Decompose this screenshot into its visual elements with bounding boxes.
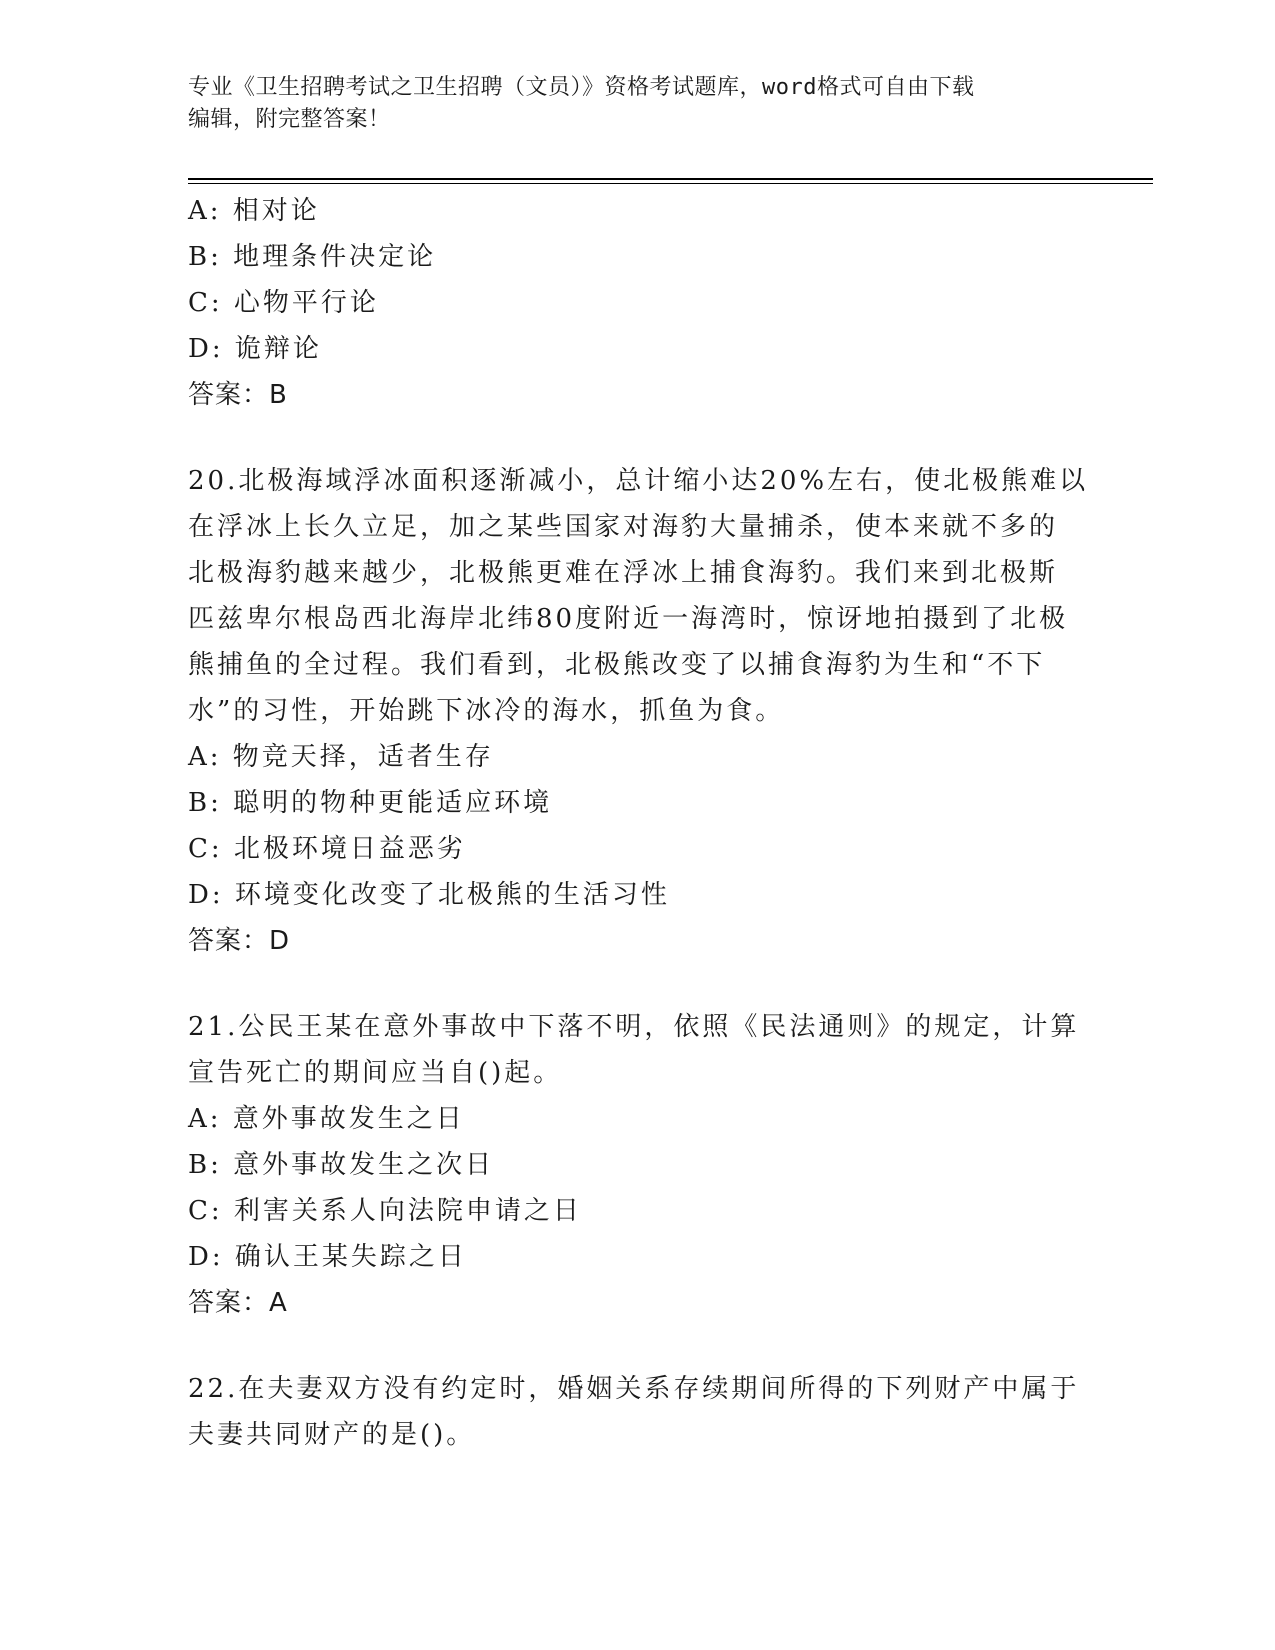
- document-header: [188, 72, 1088, 136]
- option-c: C: 利害关系人向法院申请之日: [188, 1196, 582, 1226]
- option-d: D: 确认王某失踪之日: [188, 1242, 467, 1272]
- option-d: D: 诡辩论: [188, 334, 322, 364]
- question-text-line: 在浮冰上长久立足，加之某些国家对海豹大量捕杀，使本来就不多的: [188, 512, 1059, 542]
- question-text-line: 21.公民王某在意外事故中下落不明，依照《民法通则》的规定，计算: [188, 1012, 1080, 1042]
- option-d: D: 环境变化改变了北极熊的生活习性: [188, 880, 670, 910]
- question-gap: [188, 418, 1088, 458]
- question-gap: [188, 964, 1088, 1004]
- header-divider: [188, 178, 1153, 180]
- header-line-2: 编辑，附完整答案！: [188, 107, 391, 132]
- answer-line: 答案：D: [188, 926, 291, 956]
- option-a: A: 意外事故发生之日: [188, 1104, 465, 1134]
- option-c: C: 心物平行论: [188, 288, 379, 318]
- option-b: B: 聪明的物种更能适应环境: [188, 788, 553, 818]
- question-22: [188, 1366, 1088, 1458]
- question-text-line: 匹兹卑尔根岛西北海岸北纬80度附近一海湾时，惊讶地拍摄到了北极: [188, 604, 1069, 634]
- question-content: [188, 188, 1088, 1458]
- question-text-line: 水”的习性，开始跳下冰冷的海水，抓鱼为食。: [188, 696, 785, 726]
- question-text-line: 20.北极海域浮冰面积逐渐减小，总计缩小达20%左右，使北极熊难以: [188, 466, 1089, 496]
- option-a: A: 物竞天择，适者生存: [188, 742, 494, 772]
- question-21: [188, 1004, 1088, 1326]
- answer-line: 答案：A: [188, 1288, 288, 1318]
- question-text-line: 北极海豹越来越少，北极熊更难在浮冰上捕食海豹。我们来到北极斯: [188, 558, 1059, 588]
- answer-line: 答案：B: [188, 380, 288, 410]
- header-divider-thin: [188, 183, 1153, 184]
- option-a: A: 相对论: [188, 196, 320, 226]
- question-text-line: 22.在夫妻双方没有约定时，婚姻关系存续期间所得的下列财产中属于: [188, 1374, 1080, 1404]
- question-20: [188, 458, 1088, 964]
- option-b: B: 地理条件决定论: [188, 242, 437, 272]
- question-19: [188, 188, 1088, 418]
- question-text-line: 夫妻共同财产的是()。: [188, 1420, 476, 1450]
- option-c: C: 北极环境日益恶劣: [188, 834, 466, 864]
- question-text-line: 熊捕鱼的全过程。我们看到，北极熊改变了以捕食海豹为生和“不下: [188, 650, 1046, 680]
- question-text-line: 宣告死亡的期间应当自()起。: [188, 1058, 563, 1088]
- header-line-1: 专业《卫生招聘考试之卫生招聘（文员）》资格考试题库，word格式可自由下载: [188, 75, 975, 100]
- question-gap: [188, 1326, 1088, 1366]
- option-b: B: 意外事故发生之次日: [188, 1150, 495, 1180]
